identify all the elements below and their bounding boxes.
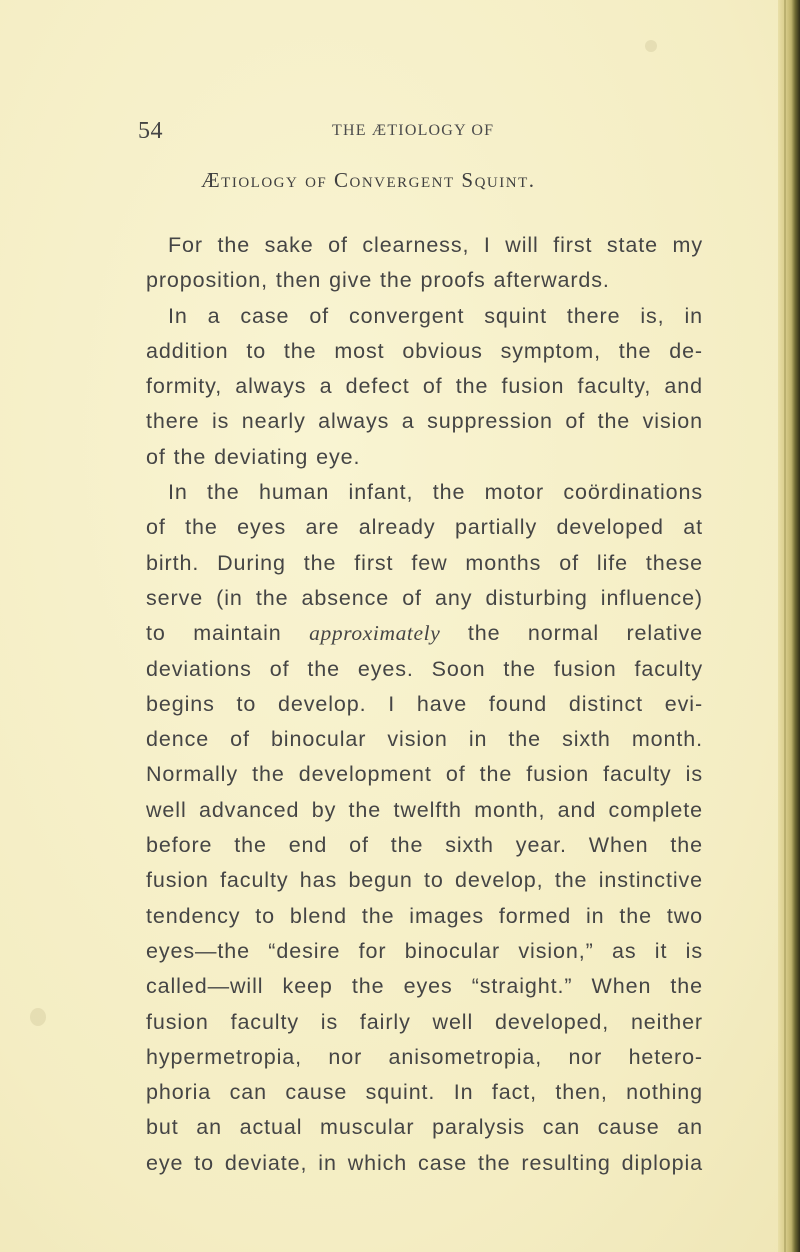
text-line: In a case of convergent squint there is, in	[168, 303, 703, 328]
text-line: fusion faculty is fairly well developed, neither	[146, 1009, 703, 1034]
text-line-mixed	[146, 616, 703, 651]
text-line: hypermetropia, nor anisometropia, nor hetero-	[146, 1044, 703, 1069]
running-head: THE ÆTIOLOGY OF	[332, 122, 495, 139]
text-line: of the eyes are already partially developed at	[146, 515, 703, 540]
text-line: but an actual muscular paralysis can cause an	[146, 1115, 703, 1140]
text-line: deviations of the eyes. Soon the fusion faculty	[146, 656, 703, 681]
text-line: dence of binocular vision in the sixth month.	[146, 727, 703, 752]
text-fragment: the normal relative	[467, 621, 704, 646]
italic-word: approximately	[309, 621, 441, 646]
page-header	[0, 118, 800, 158]
body-text	[146, 228, 703, 1181]
text-line: Normally the development of the fusion faculty is	[146, 762, 703, 787]
text-line: well advanced by the twelfth month, and complete	[146, 797, 703, 822]
page-edge-line	[784, 0, 786, 1252]
text-line: eye to deviate, in which case the resulting diplopia	[146, 1150, 703, 1175]
text-line: of the deviating eye.	[146, 444, 361, 469]
text-line: eyes—the “desire for binocular vision,” as it is	[146, 938, 703, 963]
text-line: begins to develop. I have found distinct evi-	[146, 691, 703, 716]
text-line: proposition, then give the proofs afterwards.	[146, 268, 610, 293]
text-line: birth. During the first few months of life these	[146, 550, 703, 575]
text-line: addition to the most obvious symptom, the de-	[146, 338, 703, 363]
text-line: For the sake of clearness, I will first state my	[168, 233, 703, 257]
paper-stain	[645, 40, 657, 52]
page-edge-shadow	[778, 0, 800, 1252]
text-line: tendency to blend the images formed in the two	[146, 903, 703, 928]
text-line: before the end of the sixth year. When the	[146, 833, 703, 858]
text-line: called—will keep the eyes “straight.” When the	[146, 974, 703, 999]
text-line: there is nearly always a suppression of the vision	[146, 409, 703, 434]
text-line: formity, always a defect of the fusion faculty, and	[146, 374, 703, 399]
text-line: serve (in the absence of any disturbing influence)	[146, 585, 703, 610]
text-line: In the human infant, the motor coördinations	[168, 480, 703, 505]
text-line: phoria can cause squint. In fact, then, nothing	[146, 1080, 703, 1105]
text-fragment: to maintain	[146, 621, 282, 646]
paper-stain	[30, 1008, 46, 1026]
text-line: fusion faculty has begun to develop, the instinctive	[146, 868, 703, 893]
page-number: 54	[138, 118, 163, 144]
section-title: Ætiology of Convergent Squint.	[201, 168, 536, 192]
